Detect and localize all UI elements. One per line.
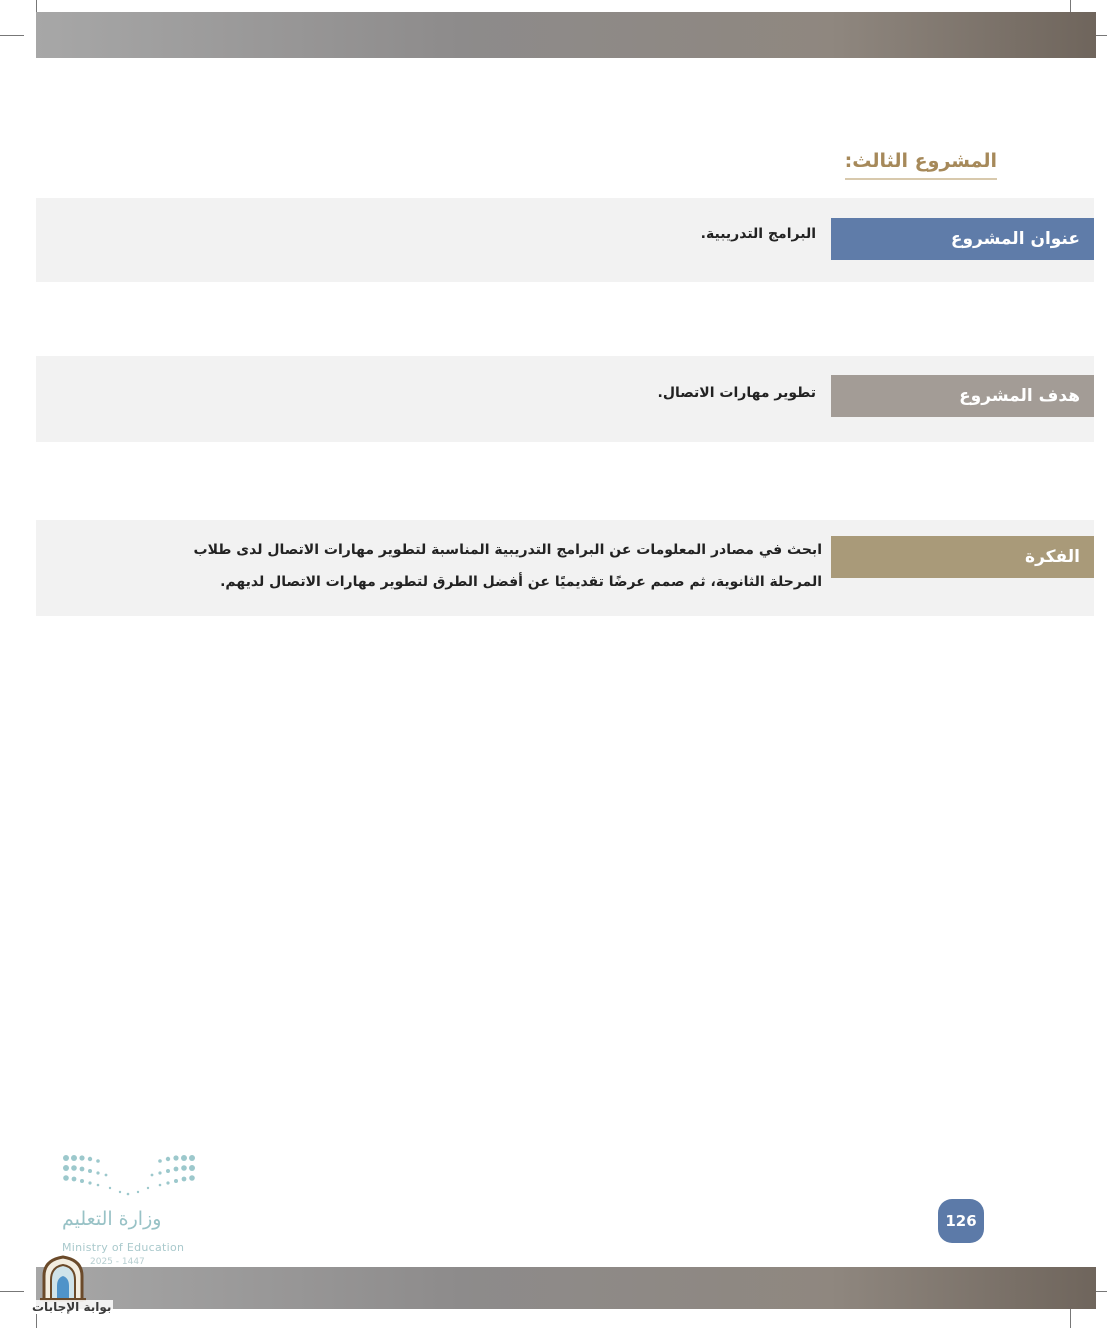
- portal-watermark: بوابة الإجابات: [32, 1300, 112, 1314]
- footer-band: [36, 1267, 1096, 1309]
- portal-logo-icon: [36, 1254, 90, 1302]
- project-idea-label: [831, 536, 1094, 578]
- page-number: 126: [938, 1199, 984, 1243]
- section-title: المشروع الثالث:: [845, 150, 997, 180]
- project-idea-line-2: المرحلة الثانوية، ثم صمم عرضًا تقديميًا عن أفضل الطرق لتطوير مهارات الاتصال لديهم.: [220, 574, 822, 590]
- ministry-year: 2025 - 1447: [90, 1257, 145, 1267]
- project-idea-row: [36, 520, 1094, 616]
- project-title-row: [36, 198, 1094, 282]
- ministry-name-english: Ministry of Education: [62, 1241, 185, 1254]
- crop-mark: [0, 1291, 24, 1292]
- crop-mark: [36, 1314, 37, 1328]
- project-title-value: البرامج التدريبية.: [700, 226, 816, 242]
- ministry-name-arabic: وزارة التعليم: [62, 1208, 162, 1230]
- header-band: [36, 12, 1096, 58]
- project-goal-label-text: هدف المشروع: [959, 386, 1080, 406]
- project-idea-label-text: الفكرة: [1025, 547, 1080, 567]
- project-idea-value: [122, 534, 822, 598]
- project-goal-row: [36, 356, 1094, 442]
- ministry-logo-icon: [60, 1152, 200, 1202]
- crop-mark: [0, 35, 24, 36]
- project-title-label: [831, 218, 1094, 260]
- project-title-label-text: عنوان المشروع: [950, 229, 1080, 249]
- project-goal-value: تطوير مهارات الاتصال.: [657, 385, 816, 401]
- project-idea-line-1: ابحث في مصادر المعلومات عن البرامج التدريبية المناسبة لتطوير مهارات الاتصال لدى طلاب: [193, 542, 822, 558]
- project-goal-label: [831, 375, 1094, 417]
